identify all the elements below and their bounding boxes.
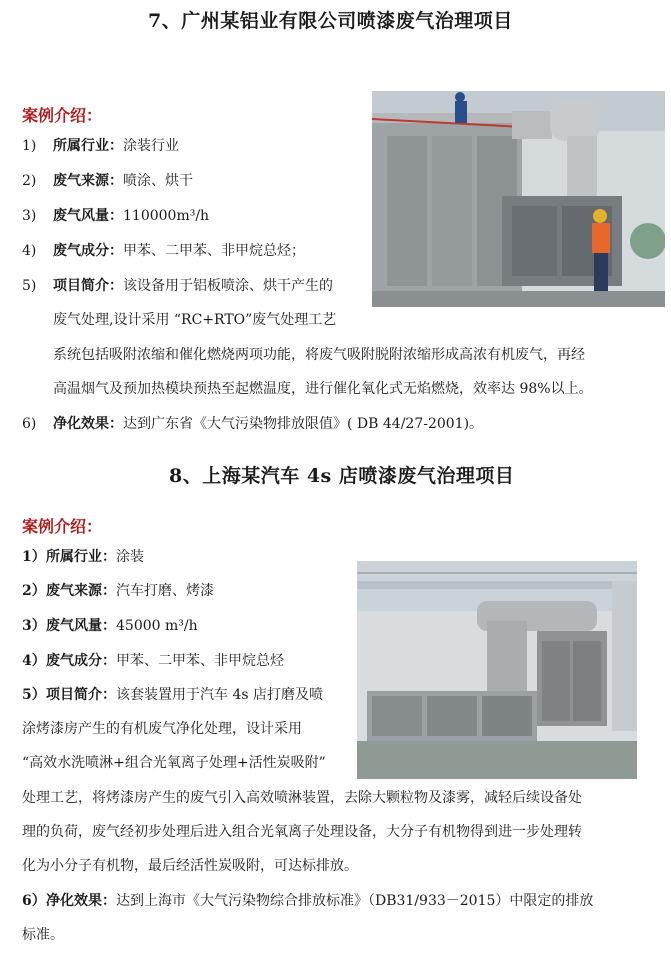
equipment-photo [372,91,665,307]
list-item: 5) 项目简介：该设备用于铝板喷涂、烘干产生的 [22,278,333,294]
paragraph-line: 废气处理,设计采用 “RC+RTO”废气处理工艺 [53,312,337,328]
paragraph-line: 系统包括吸附浓缩和催化燃烧两项功能，将废气吸附脱附浓缩形成高浓有机废气，再经 [53,347,585,363]
list-item: 2）废气来源：汽车打磨、烤漆 [22,583,214,599]
list-item: 3）废气风量：45000 m³/h [22,618,198,634]
list-item: 4) 废气成分：甲苯、二甲苯、非甲烷总烃； [22,243,305,259]
list-item: 1）所属行业：涂装 [22,549,144,565]
list-item: 6) 净化效果：达到广东省《大气污染物排放限值》( DB 44/27-2001)。 [22,416,484,432]
list-item: 6）净化效果：达到上海市《大气污染物综合排放标准》（DB31/933－2015）中限定的排放 [22,893,594,909]
case-intro-heading: 案例介绍： [22,517,103,536]
list-item: 4）废气成分：甲苯、二甲苯、非甲烷总烃 [22,653,284,669]
paragraph-line: 涂烤漆房产生的有机废气净化处理，设计采用 [22,721,302,737]
equipment-photo-illustration [372,91,665,307]
list-item: 5）项目简介：该套装置用于汽车 4s 店打磨及喷 [22,687,323,703]
section-title-8: 8、上海某汽车 4s 店喷漆废气治理项目 [169,465,515,487]
case-intro-heading: 案例介绍： [22,106,103,125]
section-title-7: 7、广州某铝业有限公司喷漆废气治理项目 [148,10,513,32]
paragraph-line: 化为小分子有机物，最后经活性炭吸附，可达标排放。 [22,858,358,874]
paragraph-line: 高温烟气及预加热模块预热至起燃温度，进行催化氧化式无焰燃烧，效率达 98%以上。 [53,381,593,397]
list-item: 3) 废气风量：110000m³/h [22,208,210,224]
list-item: 2) 废气来源：喷涂、烘干 [22,173,193,189]
paragraph-line: 理的负荷，废气经初步处理后进入组合光氧离子处理设备，大分子有机物得到进一步处理转 [22,824,582,840]
paragraph-line: 标准。 [22,927,64,943]
paragraph-line: “高效水洗喷淋+组合光氧离子处理+活性炭吸附” [22,755,326,771]
paragraph-line: 处理工艺，将烤漆房产生的废气引入高效喷淋装置，去除大颗粒物及漆雾，减轻后续设备处 [22,790,582,806]
equipment-photo [357,561,637,779]
list-item: 1) 所属行业：涂装行业 [22,138,179,154]
equipment-photo-illustration [357,561,637,779]
